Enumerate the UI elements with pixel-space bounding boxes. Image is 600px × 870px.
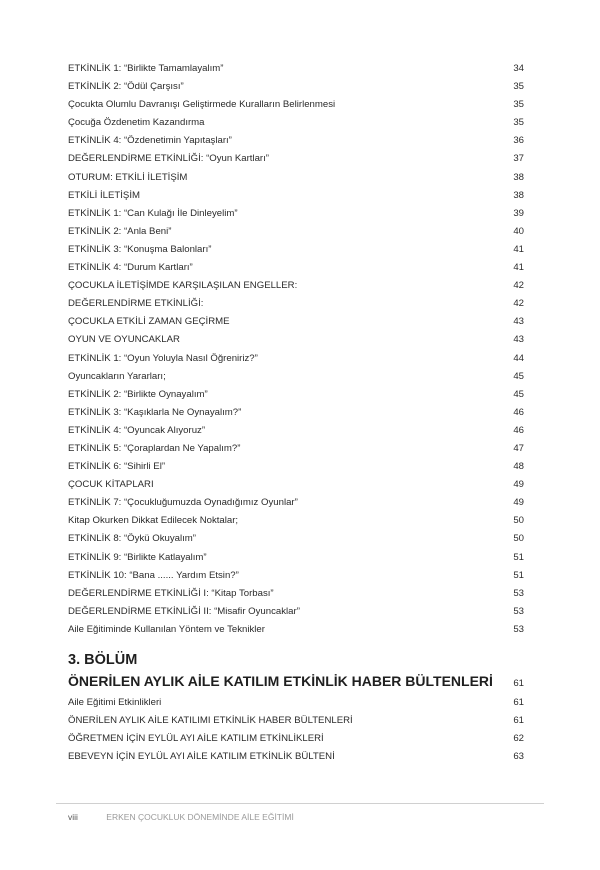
toc-entry[interactable] xyxy=(68,748,524,766)
toc-entry[interactable] xyxy=(68,512,524,530)
toc-entry[interactable] xyxy=(68,132,524,150)
toc-entry-page: 43 xyxy=(513,334,524,346)
toc-entry[interactable] xyxy=(68,567,524,585)
toc-entry-page: 61 xyxy=(513,697,524,708)
footer-running-title: ERKEN ÇOCUKLUK DÖNEMİNDE AİLE EĞİTİMİ xyxy=(106,812,294,822)
toc-entry-page: 41 xyxy=(513,243,524,255)
toc-entry-page: 45 xyxy=(513,388,524,400)
toc-entry[interactable] xyxy=(68,313,524,331)
footer-divider xyxy=(56,803,544,804)
toc-entry[interactable] xyxy=(68,259,524,277)
toc-entry-title: ÇOCUKLA İLETİŞİMDE KARŞILAŞILAN ENGELLER: xyxy=(68,280,298,292)
table-of-contents xyxy=(68,60,524,766)
toc-entry[interactable] xyxy=(68,585,524,603)
toc-entry-page: 51 xyxy=(513,551,524,563)
toc-entry-title: ETKİNLİK 10: “Bana ...... Yardım Etsin?” xyxy=(68,569,239,581)
toc-entry-page: 42 xyxy=(513,280,524,292)
toc-entry-title: ÇOCUKLA ETKİLİ ZAMAN GEÇİRME xyxy=(68,316,230,328)
toc-entry-page: 35 xyxy=(513,117,524,129)
toc-entry-title: EBEVEYN İÇİN EYLÜL AYI AİLE KATILIM ETKİNLİK BÜLTENİ xyxy=(68,751,335,763)
toc-entry-title: ETKİLİ İLETİŞİM xyxy=(68,189,140,201)
toc-entry[interactable] xyxy=(68,241,524,259)
toc-entry-title: Kitap Okurken Dikkat Edilecek Noktalar; xyxy=(68,515,239,527)
toc-entry-page: 36 xyxy=(513,135,524,147)
toc-entry[interactable] xyxy=(68,694,524,712)
toc-entry[interactable] xyxy=(68,730,524,748)
toc-entry-title: DEĞERLENDİRME ETKİNLİĞİ II: “Misafir Oyuncaklar” xyxy=(68,605,300,617)
toc-entry-title: Aile Eğitimi Etkinlikleri xyxy=(68,697,162,708)
toc-entry[interactable] xyxy=(68,530,524,548)
toc-entry-page: 37 xyxy=(513,153,524,165)
toc-entry[interactable] xyxy=(68,350,524,368)
toc-entry-title: ÇOCUK KİTAPLARI xyxy=(68,479,154,491)
toc-entry-page: 44 xyxy=(513,352,524,364)
toc-entry-title: ÖNERİLEN AYLIK AİLE KATILIMI ETKİNLİK HABER BÜLTENLERİ xyxy=(68,715,353,727)
toc-entry[interactable] xyxy=(68,331,524,349)
toc-entry-title: Çocukta Olumlu Davranışı Geliştirmede Kuralların Belirlenmesi xyxy=(68,99,336,111)
toc-entry-page: 38 xyxy=(513,171,524,183)
chapter-title: ÖNERİLEN AYLIK AİLE KATILIM ETKİNLİK HABER BÜLTENLERİ xyxy=(68,673,493,689)
toc-entry-title: ETKİNLİK 5: “Çoraplardan Ne Yapalım?” xyxy=(68,442,241,454)
chapter-entries xyxy=(68,694,524,766)
toc-entry-title: ETKİNLİK 8: “Öykü Okuyalım” xyxy=(68,533,196,545)
toc-entry-page: 46 xyxy=(513,406,524,418)
toc-entry[interactable] xyxy=(68,78,524,96)
toc-entry-page: 35 xyxy=(513,81,524,93)
toc-entry[interactable] xyxy=(68,476,524,494)
toc-entry-page: 53 xyxy=(513,587,524,599)
toc-entry[interactable] xyxy=(68,621,524,639)
toc-entry[interactable] xyxy=(68,422,524,440)
toc-entry-title: OTURUM: ETKİLİ İLETİŞİM xyxy=(68,171,188,183)
toc-entry-page: 50 xyxy=(513,515,524,527)
toc-entry-title: ETKİNLİK 3: “Konuşma Balonları” xyxy=(68,243,212,255)
toc-entry-page: 45 xyxy=(513,370,524,382)
toc-entry-page: 50 xyxy=(513,533,524,545)
toc-entry-title: ETKİNLİK 3: “Kaşıklarla Ne Oynayalım?” xyxy=(68,406,242,418)
toc-entry-page: 35 xyxy=(513,99,524,111)
toc-entry[interactable] xyxy=(68,603,524,621)
toc-entry-title: ETKİNLİK 2: “Birlikte Oynayalım” xyxy=(68,388,208,400)
toc-entry-title: ETKİNLİK 2: “Ödül Çarşısı” xyxy=(68,81,184,93)
toc-entry[interactable] xyxy=(68,150,524,168)
toc-entry-title: DEĞERLENDİRME ETKİNLİĞİ I: “Kitap Torbası” xyxy=(68,587,274,599)
toc-entry-page: 46 xyxy=(513,424,524,436)
toc-entry-title: ETKİNLİK 1: “Birlikte Tamamlayalım” xyxy=(68,63,224,74)
toc-entry-page: 38 xyxy=(513,189,524,201)
toc-entry-page: 49 xyxy=(513,497,524,509)
toc-entry[interactable] xyxy=(68,205,524,223)
toc-entry-page: 41 xyxy=(513,262,524,274)
toc-entry-title: ETKİNLİK 4: “Oyuncak Alıyoruz” xyxy=(68,424,206,436)
toc-entry-title: ÖĞRETMEN İÇİN EYLÜL AYI AİLE KATILIM ETKİNLİKLERİ xyxy=(68,733,324,745)
toc-entry[interactable] xyxy=(68,386,524,404)
toc-entry[interactable] xyxy=(68,440,524,458)
toc-entry-page: 61 xyxy=(513,715,524,727)
page-footer xyxy=(68,812,294,822)
toc-entry-title: OYUN VE OYUNCAKLAR xyxy=(68,334,180,346)
toc-entry-page: 63 xyxy=(513,751,524,763)
toc-entry[interactable] xyxy=(68,96,524,114)
toc-entry-title: ETKİNLİK 7: “Çocukluğumuzda Oynadığımız Oyunlar” xyxy=(68,497,298,509)
toc-entry-title: ETKİNLİK 1: “Can Kulağı İle Dinleyelim” xyxy=(68,207,238,219)
toc-entry-page: 40 xyxy=(513,225,524,237)
toc-entry-page: 47 xyxy=(513,442,524,454)
toc-entry[interactable] xyxy=(68,458,524,476)
chapter-title-row[interactable] xyxy=(68,670,524,694)
toc-entry-page: 49 xyxy=(513,479,524,491)
toc-entry[interactable] xyxy=(68,712,524,730)
toc-entry-title: ETKİNLİK 4: “Durum Kartları” xyxy=(68,262,193,274)
toc-entries xyxy=(68,60,524,639)
toc-entry-page: 34 xyxy=(513,63,524,74)
toc-entry-title: DEĞERLENDİRME ETKİNLİĞİ: xyxy=(68,298,204,310)
toc-entry-page: 43 xyxy=(513,316,524,328)
toc-entry-title: Aile Eğitiminde Kullanılan Yöntem ve Teknikler xyxy=(68,623,265,635)
chapter-label: 3. BÖLÜM xyxy=(68,652,138,668)
toc-entry-page: 39 xyxy=(513,207,524,219)
toc-entry-title: DEĞERLENDİRME ETKİNLİĞİ: “Oyun Kartları” xyxy=(68,153,269,165)
toc-entry-page: 53 xyxy=(513,605,524,617)
toc-entry-title: ETKİNLİK 6: “Sihirli El” xyxy=(68,461,166,473)
toc-entry[interactable] xyxy=(68,169,524,187)
toc-entry[interactable] xyxy=(68,114,524,132)
toc-entry-title: Oyuncakların Yararları; xyxy=(68,370,166,382)
toc-entry[interactable] xyxy=(68,223,524,241)
toc-entry[interactable] xyxy=(68,187,524,205)
toc-entry-title: ETKİNLİK 2: “Anla Beni” xyxy=(68,225,172,237)
toc-entry[interactable] xyxy=(68,549,524,567)
toc-entry-page: 42 xyxy=(513,298,524,310)
toc-entry[interactable] xyxy=(68,295,524,313)
footer-page-number: viii xyxy=(68,812,78,822)
toc-entry-title: ETKİNLİK 1: “Oyun Yoluyla Nasıl Öğreniriz?” xyxy=(68,352,258,364)
toc-entry-page: 53 xyxy=(513,623,524,635)
toc-entry[interactable] xyxy=(68,277,524,295)
toc-entry-title: Çocuğa Özdenetim Kazandırma xyxy=(68,117,205,129)
toc-entry-title: ETKİNLİK 9: “Birlikte Katlayalım” xyxy=(68,551,207,563)
chapter-page-number: 61 xyxy=(513,678,524,689)
toc-entry[interactable] xyxy=(68,494,524,512)
toc-entry[interactable] xyxy=(68,368,524,386)
toc-entry-page: 51 xyxy=(513,569,524,581)
toc-entry-title: ETKİNLİK 4: “Özdenetimin Yapıtaşları” xyxy=(68,135,232,147)
toc-entry[interactable] xyxy=(68,404,524,422)
toc-entry[interactable] xyxy=(68,60,524,78)
toc-entry-page: 62 xyxy=(513,733,524,745)
toc-entry-page: 48 xyxy=(513,461,524,473)
